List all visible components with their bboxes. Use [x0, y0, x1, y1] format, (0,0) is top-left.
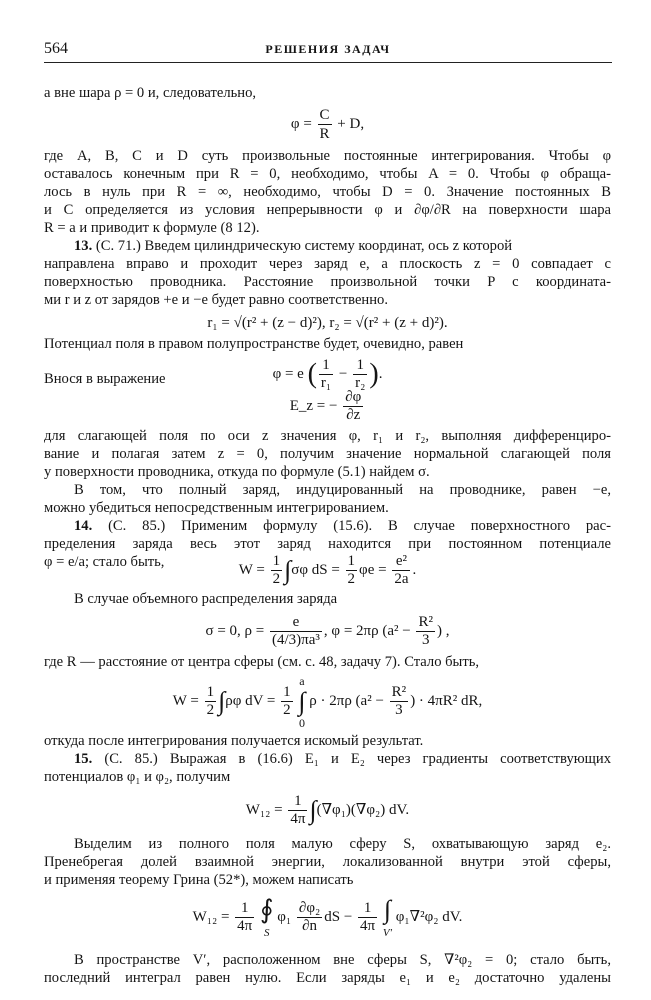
text-line: где R — расстояние от центра сферы (см. с. 48, задачу 7). Стало быть,: [44, 654, 480, 670]
text-line: потенциалов φ₁ и φ₂, получим: [44, 769, 231, 785]
equation-green-theorem: W₁₂ = $\frac{1}{4\pi}$ ∮ S φ₁ $\frac{\text{∂φ₂}}{\partial n}$ dS − $\frac{1}{4\pi}$ ∫ V′ φ₁∇²φ₂ dV.: [192, 894, 463, 939]
text-line: где A, B, C и D суть произвольные постоянные интегрирования. Чтобы φ: [44, 148, 611, 164]
text-line: у поверхности проводника, откуда по формуле (5.1) найдем σ.: [44, 464, 430, 480]
equation-potential: φ = e ( $\frac{1}{\text{r₁}}$ − $\frac{1}{\text{r₂}}$ ).: [272, 357, 383, 392]
equation-w12-gradient: W₁₂ = $\frac{1}{4\pi}$ ∫(∇φ₁)(∇φ₂) dV.: [245, 793, 410, 828]
text-line: лось в нуль при R = ∞, необходимо, чтобы D = 0. Значение постоянных B: [44, 184, 611, 200]
equation-w-volume: W = $\frac{1}{2}$ ∫ρφ dV = $\frac{1}{2}$ a ∫ 0 ρ · 2πρ (a² − $\frac{\text{R²}}{3}$ ) · 4πR² dR,: [172, 673, 483, 730]
text-line: для слагающей поля по оси z значения φ, r₁ и r₂, выполняя дифференциро-: [44, 428, 611, 444]
text-line: последний интеграл равен нулю. Если заряды e₁ и e₂ достаточно удалены: [44, 970, 611, 986]
text-line: можно убедиться непосредственным интегрированием.: [44, 500, 389, 516]
text-line: и применяя теорему Грина (52*), можем написать: [44, 872, 354, 888]
problem-14-start: 14. (С. 85.) Применим формулу (15.6). В случае поверхностного рас-: [74, 518, 611, 534]
text-line: Потенциал поля в правом полупространстве будет, очевидно, равен: [44, 336, 464, 352]
text-line: пределения заряда весь этот заряд находится при постоянном потенциале: [44, 536, 611, 552]
text-line: Внося в выражение: [44, 371, 166, 387]
text-line: вание и полагая затем z = 0, получим значение нормальной слагающей поля: [44, 446, 611, 462]
equation-ez: E_z = − $\frac{\partial\varphi}{\partial z}$: [289, 389, 362, 424]
problem-13-start: 13. (С. 71.) Введем цилиндрическую систему координат, ось z которой: [74, 238, 513, 254]
text-line: а вне шара ρ = 0 и, следовательно,: [44, 85, 257, 101]
text-line: ми r и z от зарядов +e и −e будет равно соответственно.: [44, 292, 388, 308]
problem-15-start: 15. (С. 85.) Выражая в (16.6) E₁ и E₂ через градиенты соответствующих: [74, 751, 611, 767]
equation-w-surface: W = $\frac{1}{2}$ ∫σφ dS = $\frac{1}{2}$ φe = $\frac{\text{e²}}{2a}$ .: [238, 553, 417, 588]
text-line: R = a и приводит к формуле (8 12).: [44, 220, 260, 236]
page-header: [44, 40, 612, 63]
running-title: РЕШЕНИЯ ЗАДАЧ: [265, 42, 391, 56]
text-line: В том, что полный заряд, индуцированный на проводнике, равен −e,: [74, 482, 611, 498]
text-line: В пространстве V′, расположенном вне сферы S, ∇²φ₂ = 0; стало быть,: [74, 952, 611, 968]
text-line: направлена вправо и проходит через заряд e, а плоскость z = 0 совпадает с: [44, 256, 611, 272]
equation-volume-density: σ = 0, ρ = $\frac{e}{\text{(4/3)πa³}}$ , φ = 2πρ (a² − $\frac{\text{R²}}{3}$ ) ,: [205, 614, 450, 649]
text-line: оставалось конечным при R = 0, необходимо, чтобы A = 0. Чтобы φ обраща-: [44, 166, 611, 182]
text-line: поверхностью проводника. Расстояние произвольной точки P с координата-: [44, 274, 611, 290]
text-line: откуда после интегрирования получается искомый результат.: [44, 733, 424, 749]
text-line: В случае объемного распределения заряда: [74, 591, 338, 607]
text-line: φ = e/a; стало быть,: [44, 554, 165, 570]
text-line: и C определяется из условия непрерывности φ и ∂φ/∂R на поверхности шара: [44, 202, 611, 218]
equation-phi-c-over-r: φ = $\frac{C}{R}$ + D,: [290, 107, 365, 143]
text-line: Выделим из полного поля малую сферу S, охватывающую заряд e₂.: [74, 836, 611, 852]
page-number: 564: [44, 40, 68, 57]
equation-r1-r2: r₁ = √(r² + (z − d)²), r₂ = √(r² + (z + d)²).: [207, 315, 448, 331]
text-line: Пренебрегая долей взаимной энергии, локализованной внутри этой сферы,: [44, 854, 611, 870]
